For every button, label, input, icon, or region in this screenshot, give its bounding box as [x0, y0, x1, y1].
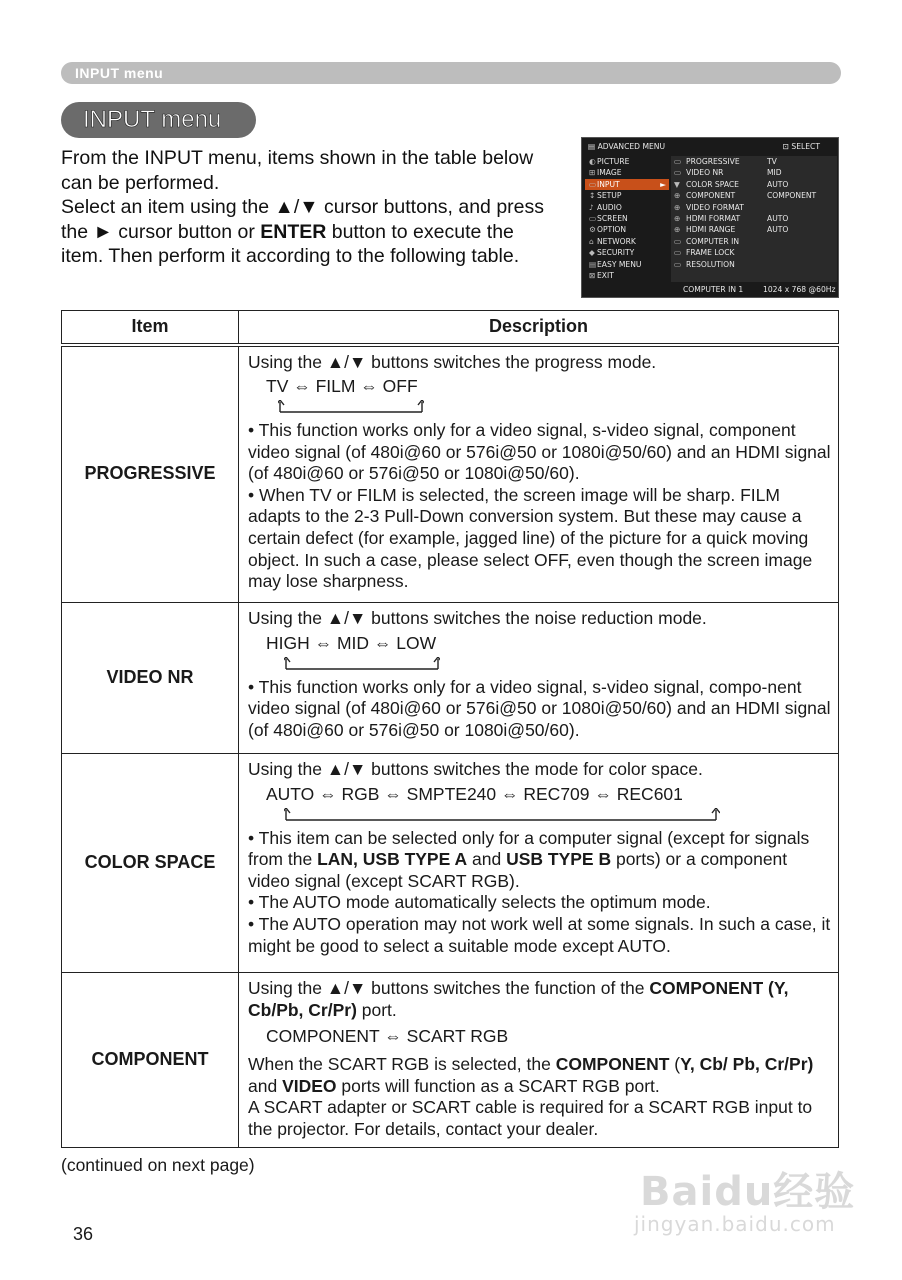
- row-description: [239, 754, 839, 973]
- description-intro: Using the ▲/▼ buttons switches the noise reduction mode.: [248, 608, 707, 628]
- loop-arrow-icon: [284, 808, 720, 822]
- table-header-row: [62, 311, 839, 345]
- option-icon: ⚙: [589, 225, 596, 235]
- osd-sub-item: ▼ COLOR SPACE AUTO: [674, 179, 789, 189]
- section-title-pill: [61, 102, 256, 138]
- row-description: [239, 345, 839, 603]
- running-header-label: INPUT menu: [75, 65, 164, 81]
- row-item-progressive: PROGRESSIVE: [62, 345, 239, 603]
- osd-item-option: ⚙OPTION: [589, 225, 627, 235]
- osd-item-security: ◆ SECURITY: [589, 248, 635, 258]
- frame-lock-icon: ▭: [674, 248, 682, 258]
- table-row: [62, 603, 839, 754]
- video-nr-icon: ▭: [674, 168, 682, 178]
- picture-icon: ◐: [589, 157, 596, 166]
- easy-menu-icon: ▤: [589, 259, 597, 269]
- progressive-icon: ▭: [674, 157, 682, 166]
- image-icon: ⊞: [589, 168, 596, 178]
- mode-cycle-text: HIGH ⇔ MID ⇔ LOW: [266, 632, 437, 653]
- osd-item-exit: ⊠ EXIT: [589, 270, 614, 280]
- arrow-right-icon: ►: [660, 179, 666, 189]
- row-item-video-nr: VIDEO NR: [62, 603, 239, 754]
- color-space-icon: ▼: [674, 179, 680, 189]
- osd-item-setup: ↕ SETUP: [589, 191, 622, 201]
- osd-sub-item: ▭ RESOLUTION: [674, 259, 735, 269]
- osd-select-hint: SELECT: [791, 142, 820, 151]
- description-note: When the SCART RGB is selected, the COMPONENT (Y, Cb/ Pb, Cr/Pr) and VIDEO ports will function as a SCART RGB port.: [248, 1054, 814, 1096]
- osd-item-image: ⊞ IMAGE: [589, 168, 622, 178]
- setup-icon: ↕: [589, 191, 596, 201]
- row-description: [239, 973, 839, 1148]
- page-number: 36: [73, 1224, 94, 1244]
- resolution-icon: ▭: [674, 259, 682, 269]
- hdmi-range-icon: ⊕: [674, 225, 681, 235]
- hdmi-format-icon: ⊕: [674, 213, 681, 223]
- osd-current-resolution: 1024 x 768 @60Hz: [763, 285, 836, 294]
- audio-icon: ♪: [589, 202, 594, 212]
- osd-sub-item: ▭ PROGRESSIVE TV: [674, 157, 777, 166]
- continued-note: (continued on next page): [61, 1155, 255, 1175]
- osd-item-input: ▭INPUT ►: [585, 179, 669, 190]
- loop-arrow-icon: [278, 400, 424, 414]
- select-icon: ⊡: [782, 142, 792, 151]
- description-note: • The AUTO operation may not work well at some signals. In such a case, it might be good to select a suitable mode except AUTO.: [248, 913, 831, 956]
- row-item-color-space: COLOR SPACE: [62, 754, 239, 973]
- osd-item-network: ⌂ NETWORK: [589, 236, 636, 246]
- osd-current-input: COMPUTER IN 1: [683, 285, 744, 294]
- description-intro: Using the ▲/▼ buttons switches the function of the COMPONENT (Y, Cb/Pb, Cr/Pr) port.: [248, 978, 789, 1020]
- osd-item-picture: ◐PICTURE: [589, 157, 630, 166]
- description-intro: Using the ▲/▼ buttons switches the mode for color space.: [248, 759, 703, 779]
- mode-cycle-diagram: [248, 1026, 832, 1054]
- description-note: • This function works only for a video signal, s-video signal, compo-nent video signal (of 480i@60 or 576i@50 or 1080i@50/60) and an HDMI signal (of 480i@60 or 576i@50 or 1080i@50/60).: [248, 676, 831, 740]
- section-title: INPUT menu: [83, 106, 222, 133]
- description-note: • The AUTO mode automatically selects the optimum mode.: [248, 892, 711, 913]
- mode-cycle-text: COMPONENT ⇔ SCART RGB: [266, 1026, 509, 1047]
- mode-cycle-text: AUTO ⇔ RGB ⇔ SMPTE240 ⇔ REC709 ⇔ REC601: [266, 783, 683, 804]
- running-header-bar: [61, 62, 841, 84]
- description-note: A SCART adapter or SCART cable is required for a SCART RGB input to the projector. For details, contact your dealer.: [248, 1097, 813, 1139]
- osd-item-screen: ▭SCREEN: [589, 213, 628, 223]
- osd-sub-item: ⊕ HDMI FORMAT AUTO: [674, 213, 789, 223]
- osd-title: ADVANCED MENU: [597, 142, 666, 151]
- description-note: • When TV or FILM is selected, the screen image will be sharp. FILM adapts to the 2-3 Pull-Down conversion system. But these may cause a certain defect (for example, jagged line) of the picture for a quick moving object. In such a case, please select OFF, even though the screen image may lose sharpness.: [248, 484, 813, 592]
- component-icon: ⊕: [674, 191, 681, 201]
- osd-status-bar: [671, 284, 837, 295]
- video-format-icon: ⊕: [674, 202, 681, 212]
- advanced-menu-screenshot: [581, 137, 839, 298]
- osd-sub-item: ▭ FRAME LOCK: [674, 248, 735, 258]
- description-note: • This item can be selected only for a computer signal (except for signals from the LAN, USB TYPE A and USB TYPE B ports) or a component video signal (except SCART RGB).: [248, 827, 810, 891]
- intro-line-1: From the INPUT menu, items shown in the table below can be performed.: [61, 147, 534, 194]
- intro-line-2: Select an item using the ▲/▼ cursor buttons, and press the ► cursor button or ENTER button to execute the item. Then perform it according to the following table.: [61, 196, 545, 267]
- osd-submenu: [671, 156, 837, 282]
- description-intro: Using the ▲/▼ buttons switches the progress mode.: [248, 351, 657, 372]
- mode-cycle-text: TV ⇔ FILM ⇔ OFF: [266, 376, 418, 397]
- intro-text: [61, 146, 551, 269]
- description-note: • This function works only for a video signal, s-video signal, component video signal (of 480i@60 or 576i@50 or 1080i@50/60) and an HDMI signal (of 480i@60 or 576i@50 or 1080i@50/60).: [248, 420, 831, 484]
- mode-cycle-diagram: [248, 376, 832, 420]
- osd-sub-item: ⊕ HDMI RANGE AUTO: [674, 225, 789, 235]
- row-description: [239, 603, 839, 754]
- computer-in-icon: ▭: [674, 236, 682, 246]
- input-menu-table: [61, 310, 839, 1148]
- table-row: [62, 345, 839, 603]
- watermark-url: jingyan.baidu.com: [634, 1212, 836, 1236]
- osd-menu-list: [585, 156, 669, 281]
- osd-item-easy-menu: ▤EASY MENU: [589, 259, 642, 269]
- osd-sub-item: ⊕ VIDEO FORMAT: [674, 202, 744, 212]
- watermark-logo: Baidu经验: [640, 1169, 856, 1215]
- security-icon: ◆: [589, 248, 595, 258]
- exit-icon: ⊠: [589, 270, 596, 280]
- menu-icon: ▤: [588, 142, 598, 151]
- table-row: [62, 973, 839, 1148]
- osd-sub-item: ▭ VIDEO NR MID: [674, 168, 782, 178]
- column-header-item: Item: [62, 311, 239, 345]
- mode-cycle-diagram: [248, 633, 832, 677]
- loop-arrow-icon: [284, 657, 440, 671]
- mode-cycle-diagram: [248, 784, 832, 828]
- screen-icon: ▭: [589, 213, 597, 223]
- osd-title-bar: [588, 142, 834, 154]
- baidu-watermark: [630, 1150, 860, 1250]
- network-icon: ⌂: [589, 236, 594, 246]
- osd-item-audio: ♪ AUDIO: [589, 202, 622, 212]
- osd-sub-item: ⊕ COMPONENT COMPONENT: [674, 191, 817, 201]
- input-icon: ▭: [589, 179, 597, 189]
- column-header-description: Description: [239, 311, 839, 345]
- osd-sub-item: ▭ COMPUTER IN: [674, 236, 740, 246]
- row-item-component: COMPONENT: [62, 973, 239, 1148]
- table-row: [62, 754, 839, 973]
